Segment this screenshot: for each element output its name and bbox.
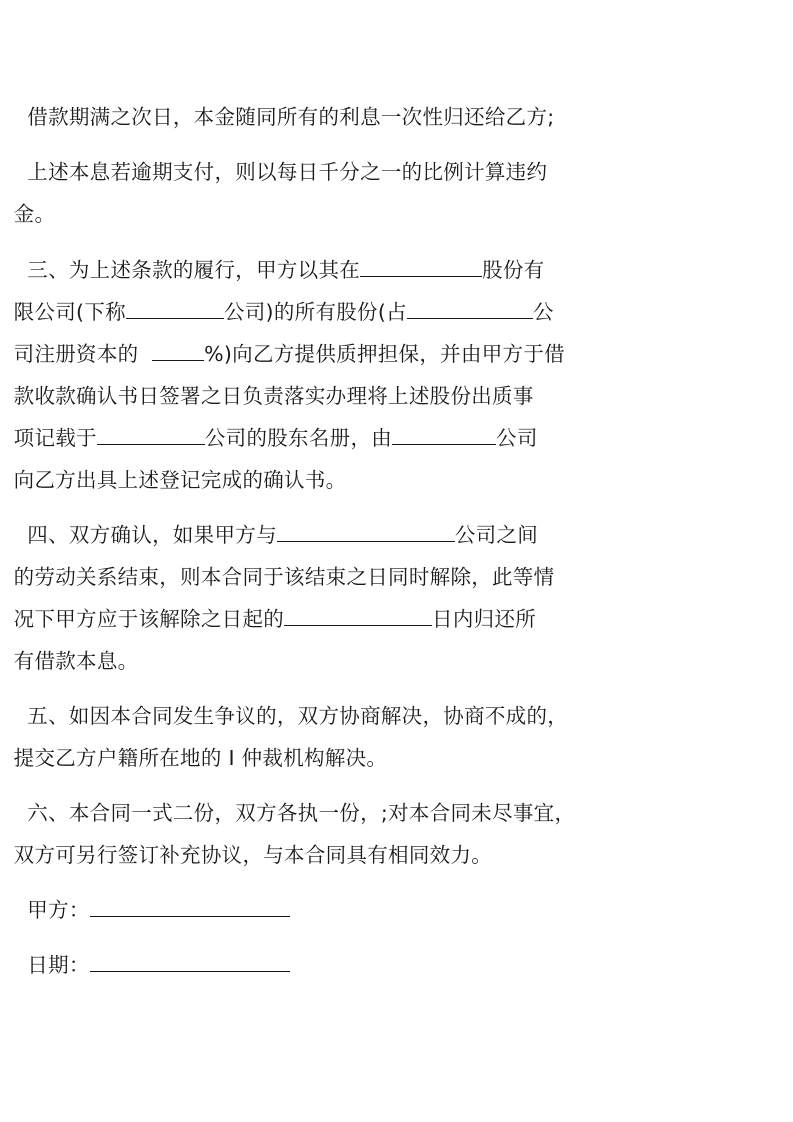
- clause-3-line-4: [0, 376, 793, 416]
- clause-5-line-2: [0, 738, 793, 778]
- text: 公司)的所有股份(占: [223, 300, 407, 324]
- text: 提交乙方户籍所在地的 I 仲裁机构解决。: [13, 746, 388, 770]
- days-blank[interactable]: [284, 605, 432, 626]
- clause-5-line-1: [0, 696, 793, 736]
- text: 借款期满之次日，本金随同所有的利息一次性归还给乙方;: [27, 105, 555, 129]
- text: 四、双方确认，如果甲方与: [27, 523, 277, 547]
- company-name-blank[interactable]: [360, 256, 482, 277]
- clause-6-line-1: [0, 793, 793, 833]
- paragraph-penalty-line-2: [0, 194, 793, 234]
- text: 五、如因本合同发生争议的，双方协商解决，协商不成的，: [27, 704, 569, 728]
- paragraph-penalty-line-1: [0, 152, 793, 192]
- party-a-label: 甲方：: [27, 898, 90, 922]
- date-label: 日期：: [27, 953, 90, 977]
- clause-4-line-1: [0, 515, 793, 555]
- registry-company-blank[interactable]: [97, 424, 205, 445]
- text: 况下甲方应于该解除之日起的: [13, 607, 285, 631]
- clause-3-line-1: [0, 250, 793, 290]
- text: 限公司(下称: [13, 300, 126, 324]
- clause-3-line-6: [0, 460, 793, 500]
- party-a-signature-blank[interactable]: [90, 896, 290, 917]
- text: 日内归还所: [432, 607, 537, 631]
- text: 金。: [13, 202, 56, 226]
- text: 股份有: [482, 258, 545, 282]
- date-signature-line: [0, 945, 793, 985]
- text: 双方可另行签订补充协议，与本合同具有相同效力。: [13, 843, 493, 867]
- clause-4-line-3: [0, 599, 793, 639]
- text: 的劳动关系结束，则本合同于该结束之日同时解除，此等情: [13, 565, 555, 589]
- clause-4-line-2: [0, 557, 793, 597]
- text: 向乙方出具上述登记完成的确认书。: [13, 468, 347, 492]
- clause-4-line-4: [0, 641, 793, 681]
- share-percent-company-blank[interactable]: [407, 298, 533, 319]
- clause-6-line-2: [0, 835, 793, 875]
- party-a-signature-line: [0, 890, 793, 930]
- clause-3-line-5: [0, 418, 793, 458]
- text: 公司: [496, 426, 538, 450]
- short-company-name-blank[interactable]: [126, 298, 224, 319]
- text: 公司的股东名册，由: [204, 426, 393, 450]
- text: 公司之间: [454, 523, 539, 547]
- text: 款收款确认书日签署之日负责落实办理将上述股份出质事: [13, 384, 534, 408]
- text: 项记载于: [13, 426, 97, 450]
- percentage-blank[interactable]: [152, 340, 204, 361]
- text: 上述本息若逾期支付，则以每日千分之一的比例计算违约: [27, 160, 548, 184]
- text: 三、为上述条款的履行，甲方以其在: [27, 258, 361, 282]
- clause-3-line-2: [0, 292, 793, 332]
- text: 司注册资本的: [13, 342, 153, 366]
- text: 公: [532, 300, 554, 324]
- issuing-company-blank[interactable]: [392, 424, 496, 445]
- employer-company-blank[interactable]: [277, 521, 455, 542]
- text: 有借款本息。: [13, 649, 139, 673]
- date-blank[interactable]: [90, 951, 290, 972]
- text: %)向乙方提供质押担保，并由甲方于借: [204, 342, 565, 366]
- text: 六、本合同一式二份，双方各执一份，;对本合同未尽事宜，: [27, 801, 576, 825]
- clause-3-line-3: [0, 334, 793, 374]
- paragraph-repayment-line-1: [0, 97, 793, 137]
